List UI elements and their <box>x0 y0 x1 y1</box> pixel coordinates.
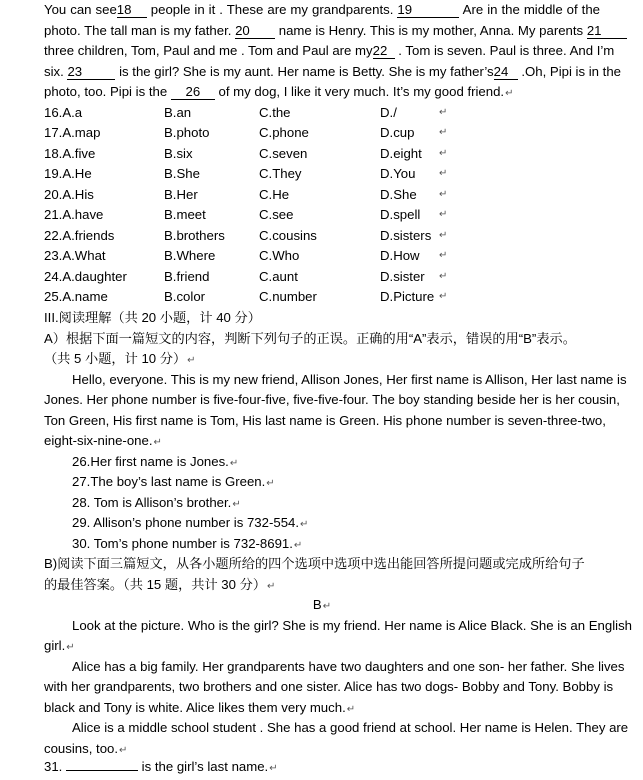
option-choice[interactable]: C.They <box>259 166 302 181</box>
option-choice[interactable]: C.He <box>259 186 290 202</box>
option-choice[interactable]: C.cousins <box>259 227 317 243</box>
option-choice[interactable]: 24.A.daughter <box>44 268 127 284</box>
blank-26: 26 <box>171 84 215 100</box>
option-choice[interactable]: 20.A.His <box>44 186 94 202</box>
option-choice[interactable]: D.sister <box>380 268 425 284</box>
passage-a-line-4: eight-six-nine-one.↵ <box>44 433 162 448</box>
return-mark-icon: ↵ <box>439 291 448 302</box>
cloze-line-4: six. 23 is the girl? She is my aunt. Her name is Betty. She is my father’s24 .Oh, Pipi is in the <box>44 63 622 79</box>
option-choice[interactable]: C.aunt <box>259 268 298 284</box>
option-choice[interactable]: C.number <box>259 289 317 304</box>
return-mark-icon: ↵ <box>300 519 309 530</box>
return-mark-icon: ↵ <box>439 127 448 138</box>
option-choice[interactable]: D.She <box>380 186 417 202</box>
option-choice[interactable]: B.She <box>164 166 200 181</box>
return-mark-icon: ↵ <box>439 147 448 159</box>
cloze-line-3: three children, Tom, Paul and me . Tom and Paul are my22 . Tom is seven. Paul is three. And I’m <box>44 43 615 58</box>
return-mark-icon: ↵ <box>439 209 448 220</box>
option-row <box>44 287 600 308</box>
passage-b-line-7: cousins, too.↵ <box>44 740 128 756</box>
blank-23: 23 <box>67 64 115 80</box>
option-choice[interactable]: 19.A.He <box>44 166 92 181</box>
option-choice[interactable]: C.Who <box>259 248 300 263</box>
blank-19: 19 <box>397 2 459 18</box>
blank-22: 22 <box>373 43 395 59</box>
passage-b-line-4: with her grandparents, two brothers and one sister. Alice has two dogs- Bobby and Tony. Bobby is <box>44 679 614 694</box>
passage-b-line-3: Alice has a big family. Her grandparents have two daughters and one son- her father. She lives <box>72 658 625 674</box>
blank-21: 21 <box>587 23 627 39</box>
option-choice[interactable]: C.seven <box>259 145 308 161</box>
option-choice[interactable]: B.brothers <box>164 227 225 243</box>
return-mark-icon: ↵ <box>266 478 275 489</box>
option-choice[interactable]: 21.A.have <box>44 207 104 222</box>
option-choice[interactable]: B.color <box>164 289 206 304</box>
return-mark-icon: ↵ <box>346 703 356 715</box>
true-false-question: 26.Her first name is Jones.↵ <box>72 453 239 469</box>
option-choice[interactable]: D.spell <box>380 207 421 222</box>
blank-20: 20 <box>235 23 275 39</box>
option-choice[interactable]: 18.A.five <box>44 145 96 161</box>
option-row <box>44 185 600 206</box>
return-mark-icon: ↵ <box>439 250 448 261</box>
return-mark-icon: ↵ <box>66 642 75 653</box>
true-false-question: 29. Allison’s phone number is 732-554.↵ <box>72 515 309 530</box>
return-mark-icon: ↵ <box>267 580 276 592</box>
option-choice[interactable]: B.six <box>164 145 193 161</box>
option-choice[interactable]: B.meet <box>164 207 206 222</box>
return-mark-icon: ↵ <box>269 763 278 774</box>
option-choice[interactable]: B.Where <box>164 248 216 263</box>
return-mark-icon: ↵ <box>293 539 303 551</box>
passage-a-line-1: Hello, everyone. This is my new friend, Allison Jones, Her first name is Allison, Her last name is <box>72 371 627 387</box>
option-choice[interactable]: D.Picture <box>380 289 435 304</box>
option-choice[interactable]: 23.A.What <box>44 248 106 263</box>
option-row <box>44 226 600 247</box>
option-choice[interactable]: D.eight <box>380 145 422 161</box>
option-row <box>44 164 600 185</box>
passage-a-line-3: Ton Green, His first name is Tom, His last name is Green. His phone number is seven-three-two, <box>44 412 606 428</box>
option-choice[interactable]: D./ <box>380 104 397 120</box>
return-mark-icon: ↵ <box>505 88 514 99</box>
option-row <box>44 103 600 124</box>
option-choice[interactable]: D.sisters <box>380 227 432 243</box>
question-31: 31. is the girl’s last name.↵ <box>44 759 278 774</box>
part-a-instruction-1: A）根据下面一篇短文的内容，判断下列句子的正误。正确的用“A”表示，错误的用“B”表示。 <box>44 330 576 346</box>
option-choice[interactable]: 16.A.a <box>44 104 83 120</box>
passage-b-line-1: Look at the picture. Who is the girl? She is my friend. Her name is Alice Black. She is an English <box>72 617 632 633</box>
part-b-instruction-2: 的最佳答案。（共 15 题，共计 30 分）↵ <box>44 576 276 592</box>
part-b-label: B↵ <box>312 597 332 612</box>
option-choice[interactable]: 22.A.friends <box>44 227 115 243</box>
part-a-instruction-2: （共 5 小题，计 10 分）↵ <box>44 351 196 366</box>
option-choice[interactable]: B.Her <box>164 186 198 202</box>
true-false-question: 27.The boy’s last name is Green.↵ <box>72 474 275 489</box>
return-mark-icon: ↵ <box>153 437 162 448</box>
return-mark-icon: ↵ <box>439 106 448 118</box>
option-row <box>44 267 600 288</box>
option-choice[interactable]: B.photo <box>164 125 210 140</box>
blank-18: 18 <box>117 2 147 18</box>
option-choice[interactable]: C.see <box>259 207 294 222</box>
option-row <box>44 123 600 144</box>
blank-24: 24 <box>494 64 518 80</box>
true-false-question: 28. Tom is Allison’s brother.↵ <box>72 494 241 510</box>
option-choice[interactable]: C.phone <box>259 125 309 140</box>
option-row <box>44 144 600 165</box>
passage-b-line-6: Alice is a middle school student . She has a good friend at school. Her name is Helen. They are <box>72 720 629 735</box>
passage-b-line-5: black and Tony is white. Alice likes them very much.↵ <box>44 699 356 715</box>
cloze-line-2: photo. The tall man is my father. 20 name is Henry. This is my mother, Anna. My parents 21 <box>44 21 600 42</box>
option-choice[interactable]: D.You <box>380 166 416 181</box>
option-row <box>44 246 600 267</box>
true-false-question: 30. Tom’s phone number is 732-8691.↵ <box>72 535 303 551</box>
option-choice[interactable]: B.friend <box>164 268 210 284</box>
return-mark-icon: ↵ <box>439 270 448 282</box>
passage-a-line-2: Jones. Her phone number is five-four-five, five-five-four. The boy standing beside her is her cousin, <box>44 392 620 407</box>
return-mark-icon: ↵ <box>439 168 448 179</box>
option-choice[interactable]: 17.A.map <box>44 125 101 140</box>
return-mark-icon: ↵ <box>232 498 241 510</box>
return-mark-icon: ↵ <box>439 188 448 200</box>
return-mark-icon: ↵ <box>187 355 196 366</box>
return-mark-icon: ↵ <box>322 601 332 612</box>
cloze-line-5: photo, too. Pipi is the 26 of my dog, I like it very much. It’s my good friend.↵ <box>44 84 514 99</box>
option-choice[interactable]: B.an <box>164 104 192 120</box>
return-mark-icon: ↵ <box>439 229 448 241</box>
option-choice[interactable]: D.How <box>380 248 420 263</box>
option-choice[interactable]: D.cup <box>380 125 415 140</box>
section-heading: III.阅读理解（共 20 小题，计 40 分） <box>44 310 261 325</box>
option-row <box>44 205 600 226</box>
cloze-line-1: You can see18 people in it . These are my grandparents. 19 Are in the middle of the <box>44 2 601 17</box>
passage-b-line-2: girl.↵ <box>44 638 75 653</box>
part-b-instruction-1: B)阅读下面三篇短文，从各小题所给的四个选项中选项中选出能回答所提问题或完成所给句子 <box>44 556 585 571</box>
option-choice[interactable]: 25.A.name <box>44 289 108 304</box>
return-mark-icon: ↵ <box>119 744 128 756</box>
option-choice[interactable]: C.the <box>259 104 291 120</box>
return-mark-icon: ↵ <box>229 457 239 469</box>
blank-31[interactable] <box>66 770 138 771</box>
